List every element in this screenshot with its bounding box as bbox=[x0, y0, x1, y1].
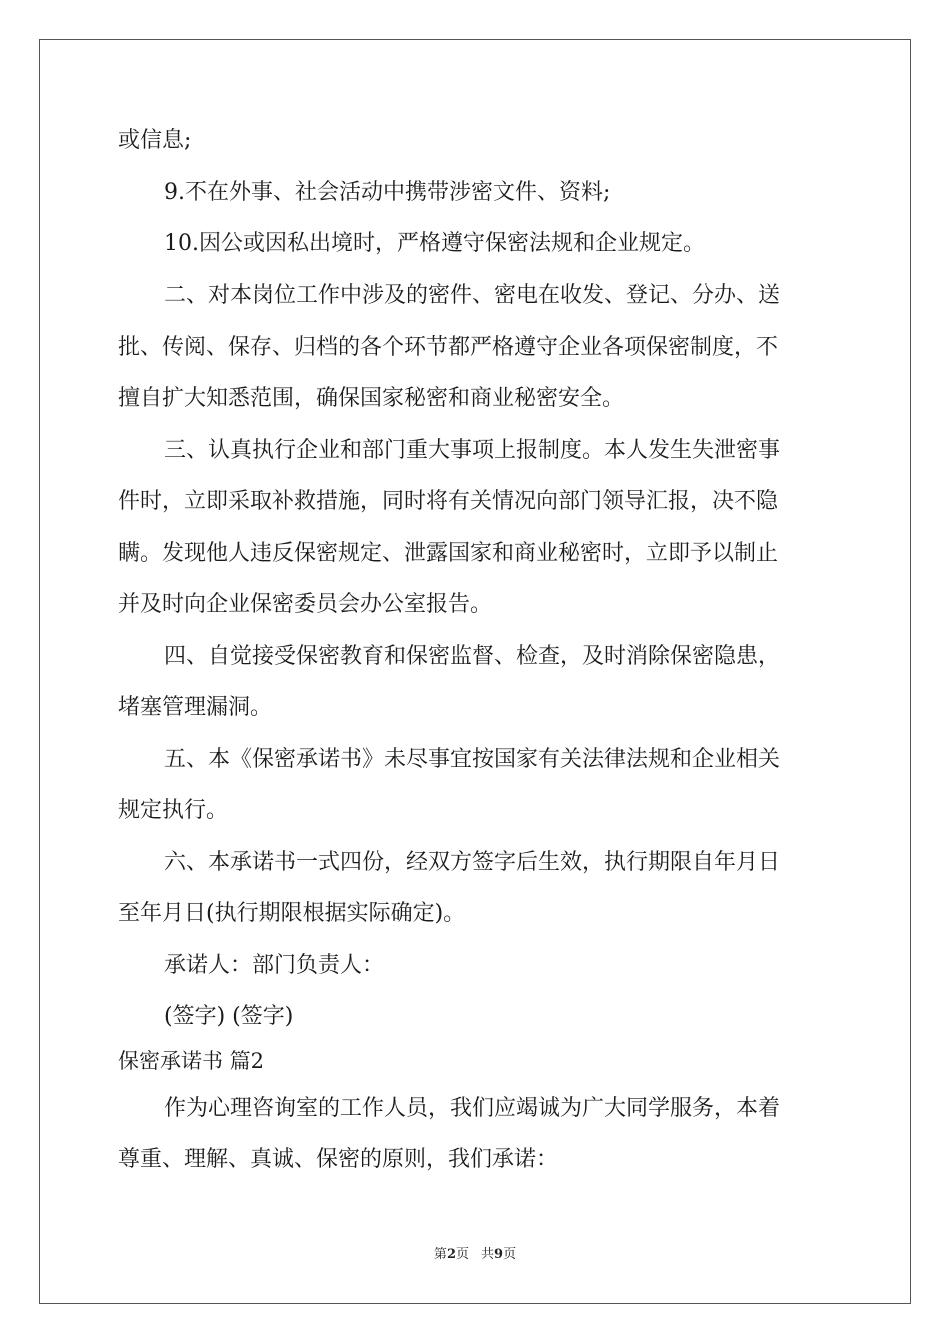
page-suffix: 页 bbox=[455, 1247, 469, 1262]
text-line: 三、认真执行企业和部门重大事项上报制度。本人发生失泄密事 bbox=[164, 438, 781, 463]
text-line: 承诺人：部门负责人： bbox=[164, 953, 385, 978]
text-line: 9.不在外事、社会活动中携带涉密文件、资料; bbox=[164, 180, 611, 205]
text-line: 擅自扩大知悉范围，确保国家秘密和商业秘密安全。 bbox=[118, 386, 625, 411]
text-line: 件时，立即采取补救措施，同时将有关情况向部门领导汇报，决不隐 bbox=[118, 489, 779, 514]
page-footer bbox=[0, 1246, 950, 1264]
text-line: 堵塞管理漏洞。 bbox=[118, 695, 273, 720]
total-prefix: 共 bbox=[481, 1247, 495, 1262]
text-line: 六、本承诺书一式四份，经双方签字后生效，执行期限自年月日 bbox=[164, 850, 781, 875]
text-line: 批、传阅、保存、归档的各个环节都严格遵守企业各项保密制度，不 bbox=[118, 335, 779, 360]
total-suffix: 页 bbox=[503, 1247, 517, 1262]
text-line: 并及时向企业保密委员会办公室报告。 bbox=[118, 592, 493, 617]
total-page-number: 9 bbox=[494, 1247, 504, 1262]
section-heading: 保密承诺书 篇2 bbox=[118, 1049, 265, 1073]
text-line: 五、本《保密承诺书》未尽事宜按国家有关法律法规和企业相关 bbox=[164, 747, 781, 772]
text-line: 作为心理咨询室的工作人员，我们应竭诚为广大同学服务，本着 bbox=[164, 1096, 781, 1121]
text-line: 规定执行。 bbox=[118, 798, 229, 823]
text-line: 至年月日(执行期限根据实际确定)。 bbox=[118, 901, 466, 926]
text-line: 10.因公或因私出境时，严格遵守保密法规和企业规定。 bbox=[164, 231, 705, 256]
text-line: 尊重、理解、真诚、保密的原则，我们承诺： bbox=[118, 1147, 559, 1172]
text-line: (签字) (签字) bbox=[164, 1004, 294, 1029]
text-line: 二、对本岗位工作中涉及的密件、密电在收发、登记、分办、送 bbox=[164, 283, 781, 308]
page-prefix: 第 bbox=[433, 1247, 447, 1262]
text-line: 瞒。发现他人违反保密规定、泄露国家和商业秘密时，立即予以制止 bbox=[118, 541, 779, 566]
current-page-number: 2 bbox=[446, 1247, 456, 1262]
text-line: 四、自觉接受保密教育和保密监督、检查，及时消除保密隐患， bbox=[164, 644, 781, 669]
text-line: 或信息; bbox=[118, 128, 192, 153]
